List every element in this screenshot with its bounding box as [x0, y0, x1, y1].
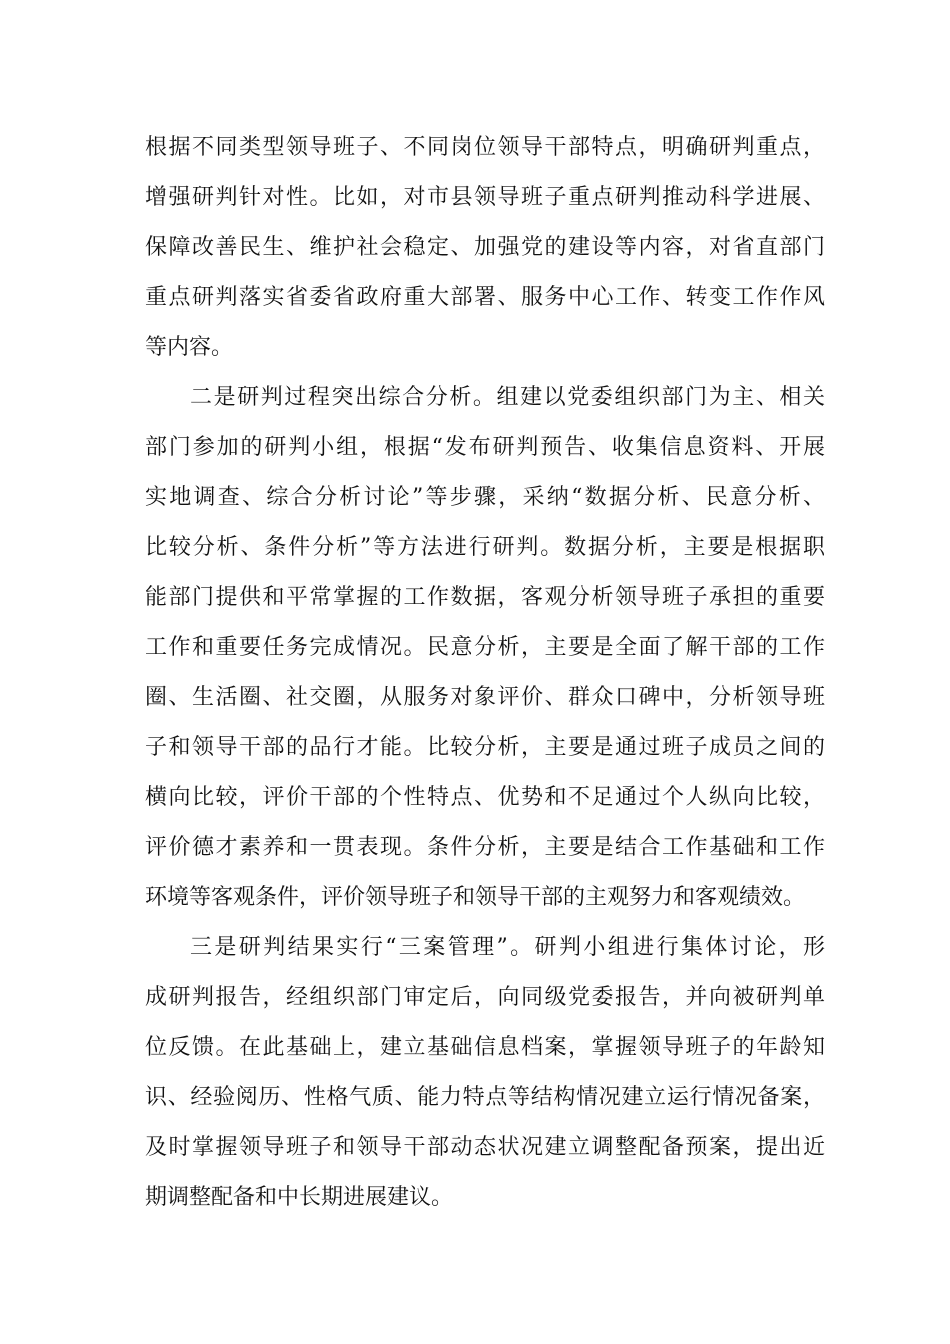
text-line: 期调整配备和中长期进展建议。: [145, 1185, 454, 1210]
text-line: 评价德才素养和一贯表现。条件分析，主要是结合工作基础和工作: [145, 835, 825, 860]
text-line: 根据不同类型领导班子、不同岗位领导干部特点，明确研判重点，: [145, 135, 825, 160]
text-line: 工作和重要任务完成情况。民意分析，主要是全面了解干部的工作: [145, 635, 825, 660]
paragraph-heading-line: 三是研判结果实行“三案管理”。研判小组进行集体讨论，形: [190, 935, 825, 960]
text-line: 实地调查、综合分析讨论”等步骤，采纳“数据分析、民意分析、: [145, 485, 825, 510]
paragraph-heading-line: 二是研判过程突出综合分析。组建以党委组织部门为主、相关: [190, 385, 825, 410]
text-line: 能部门提供和平常掌握的工作数据，客观分析领导班子承担的重要: [145, 585, 825, 610]
text-line: 识、经验阅历、性格气质、能力特点等结构情况建立运行情况备案，: [145, 1085, 825, 1110]
text-line: 横向比较，评价干部的个性特点、优势和不足通过个人纵向比较，: [145, 785, 825, 810]
text-line: 重点研判落实省委省政府重大部署、服务中心工作、转变工作作风: [145, 285, 825, 310]
text-line: 子和领导干部的品行才能。比较分析，主要是通过班子成员之间的: [145, 735, 825, 760]
text-line: 成研判报告，经组织部门审定后，向同级党委报告，并向被研判单: [145, 985, 825, 1010]
text-line: 保障改善民生、维护社会稳定、加强党的建设等内容，对省直部门: [145, 235, 825, 260]
text-line: 圈、生活圈、社交圈，从服务对象评价、群众口碑中，分析领导班: [145, 685, 825, 710]
text-line: 比较分析、条件分析”等方法进行研判。数据分析，主要是根据职: [145, 535, 825, 560]
text-line: 部门参加的研判小组，根据“发布研判预告、收集信息资料、开展: [145, 435, 825, 460]
text-line: 位反馈。在此基础上，建立基础信息档案，掌握领导班子的年龄知: [145, 1035, 825, 1060]
text-line: 及时掌握领导班子和领导干部动态状况建立调整配备预案，提出近: [145, 1135, 825, 1160]
text-line: 等内容。: [145, 335, 234, 360]
text-line: 增强研判针对性。比如，对市县领导班子重点研判推动科学进展、: [145, 185, 825, 210]
text-line: 环境等客观条件，评价领导班子和领导干部的主观努力和客观绩效。: [145, 885, 806, 910]
